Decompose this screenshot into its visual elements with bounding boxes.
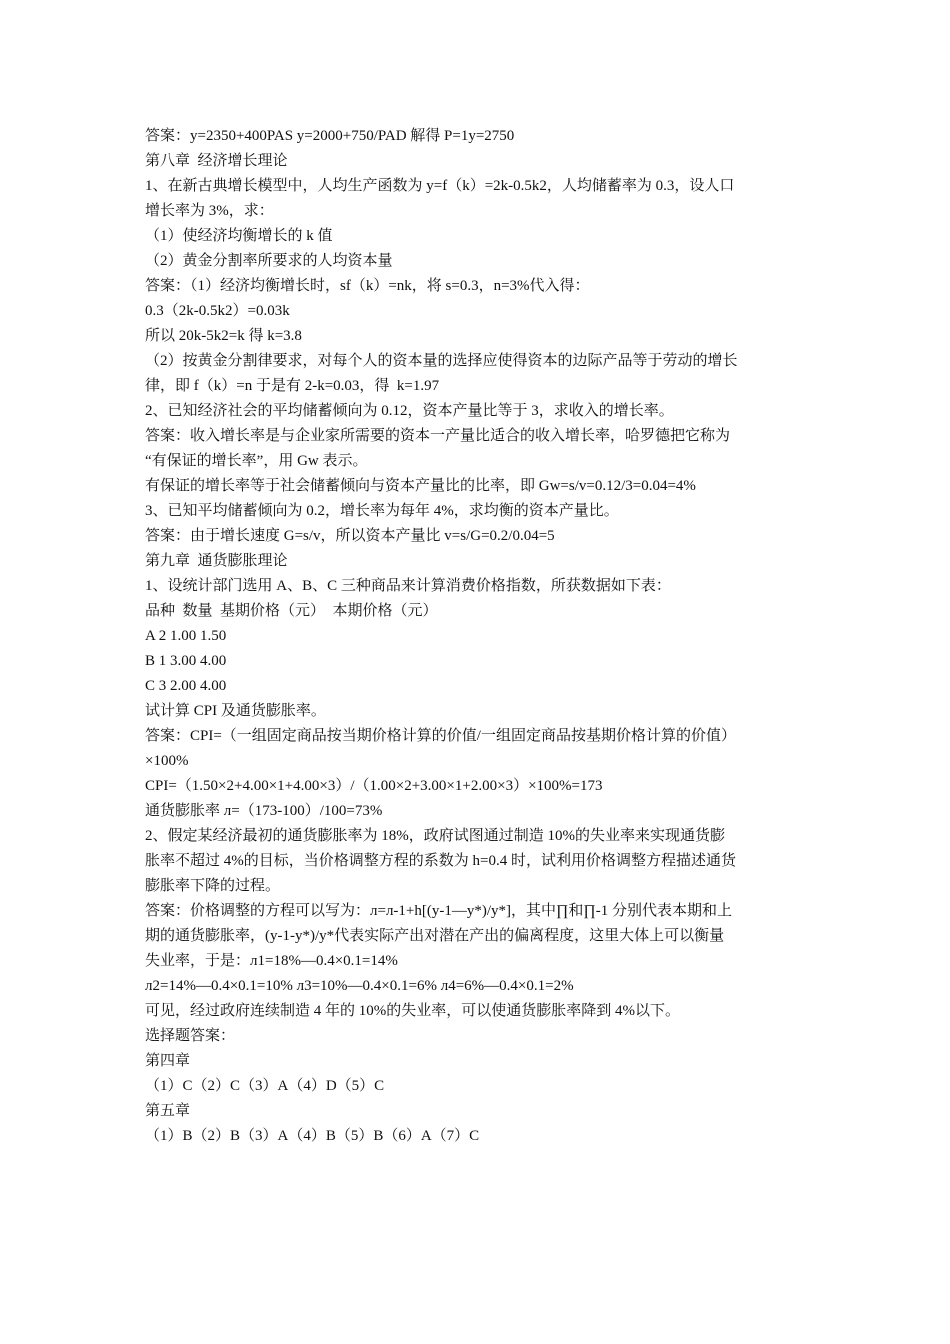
text-line: “有保证的增长率”，用 Gw 表示。 (145, 453, 368, 469)
text-line: 失业率，于是：л1=18%—0.4×0.1=14% (145, 953, 398, 969)
text-line: 胀率不超过 4%的目标，当价格调整方程的系数为 h=0.4 时，试利用价格调整方程描述通货 (145, 853, 736, 869)
text-line: 答案：收入增长率是与企业家所需要的资本一产量比适合的收入增长率，哈罗德把它称为 (145, 428, 731, 444)
text-line: （1）B（2）B（3）A（4）B（5）B（6）A（7）C (145, 1128, 480, 1144)
text-line: （2）黄金分割率所要求的人均资本量 (145, 253, 393, 269)
text-line: C 3 2.00 4.00 (145, 678, 227, 694)
text-line: 2、已知经济社会的平均储蓄倾向为 0.12，资本产量比等于 3，求收入的增长率。 (145, 403, 674, 419)
text-line: 试计算 CPI 及通货膨胀率。 (145, 703, 326, 719)
text-line: 0.3（2k-0.5k2）=0.03k (145, 303, 290, 319)
text-line: （1）使经济均衡增长的 k 值 (145, 228, 333, 244)
text-line: 可见，经过政府连续制造 4 年的 10%的失业率，可以使通货膨胀率降到 4%以下。 (145, 1003, 680, 1019)
text-line: ×100% (145, 753, 189, 769)
text-line: 第四章 (145, 1053, 191, 1069)
text-line: 1、设统计部门选用 A、B、C 三种商品来计算消费价格指数，所获数据如下表： (145, 578, 671, 594)
text-line: 答案：CPI=（一组固定商品按当期价格计算的价值/一组固定商品按基期价格计算的价值） (145, 728, 736, 744)
text-line: 第五章 (145, 1103, 191, 1119)
text-line: （1）C（2）C（3）A（4）D（5）C (145, 1078, 385, 1094)
text-line: 答案：价格调整的方程可以写为：л=л-1+h[(y-1—y*)/y*]，其中∏和∏-1 分别代表本期和上 (145, 903, 732, 919)
text-line: （2）按黄金分割律要求，对每个人的资本量的选择应使得资本的边际产品等于劳动的增长 (145, 353, 738, 369)
text-line: л2=14%—0.4×0.1=10% л3=10%—0.4×0.1=6% л4=6%—0.4×0.1=2% (145, 978, 574, 994)
text-line: 1、在新古典增长模型中，人均生产函数为 y=f（k）=2k-0.5k2，人均储蓄率为 0.3，设人口 (145, 178, 735, 194)
text-line: 增长率为 3%，求： (145, 203, 274, 219)
text-line: 2、假定某经济最初的通货膨胀率为 18%，政府试图通过制造 10%的失业率来实现通货膨 (145, 828, 725, 844)
text-line: 期的通货膨胀率，(y-1-y*)/y*代表实际产出对潜在产出的偏离程度，这里大体上可以衡量 (145, 928, 725, 944)
text-line: 3、已知平均储蓄倾向为 0.2，增长率为每年 4%，求均衡的资本产量比。 (145, 503, 619, 519)
text-line: 所以 20k-5k2=k 得 k=3.8 (145, 328, 302, 344)
text-line: 膨胀率下降的过程。 (145, 878, 281, 894)
text-line: CPI=（1.50×2+4.00×1+4.00×3）/（1.00×2+3.00×1+2.00×3）×100%=173 (145, 778, 603, 794)
text-line: 通货膨胀率 л=（173-100）/100=73% (145, 803, 383, 819)
text-line: 选择题答案： (145, 1028, 236, 1044)
text-line: 第九章 通货膨胀理论 (145, 553, 288, 569)
text-line: 第八章 经济增长理论 (145, 153, 288, 169)
text-line: 有保证的增长率等于社会储蓄倾向与资本产量比的比率，即 Gw=s/v=0.12/3=0.04=4% (145, 478, 696, 494)
text-line: 答案：由于增长速度 G=s/v，所以资本产量比 v=s/G=0.2/0.04=5 (145, 528, 555, 544)
text-line: B 1 3.00 4.00 (145, 653, 227, 669)
text-line: 品种 数量 基期价格（元） 本期价格（元） (145, 603, 438, 619)
text-line: A 2 1.00 1.50 (145, 628, 227, 644)
text-line: 答案：（1）经济均衡增长时，sf（k）=nk，将 s=0.3，n=3%代入得： (145, 278, 590, 294)
document-body (145, 124, 825, 1149)
text-line: 律，即 f（k）=n 于是有 2-k=0.03，得 k=1.97 (145, 378, 440, 394)
text-line: 答案：y=2350+400PAS y=2000+750/PAD 解得 P=1y=2750 (145, 128, 515, 144)
